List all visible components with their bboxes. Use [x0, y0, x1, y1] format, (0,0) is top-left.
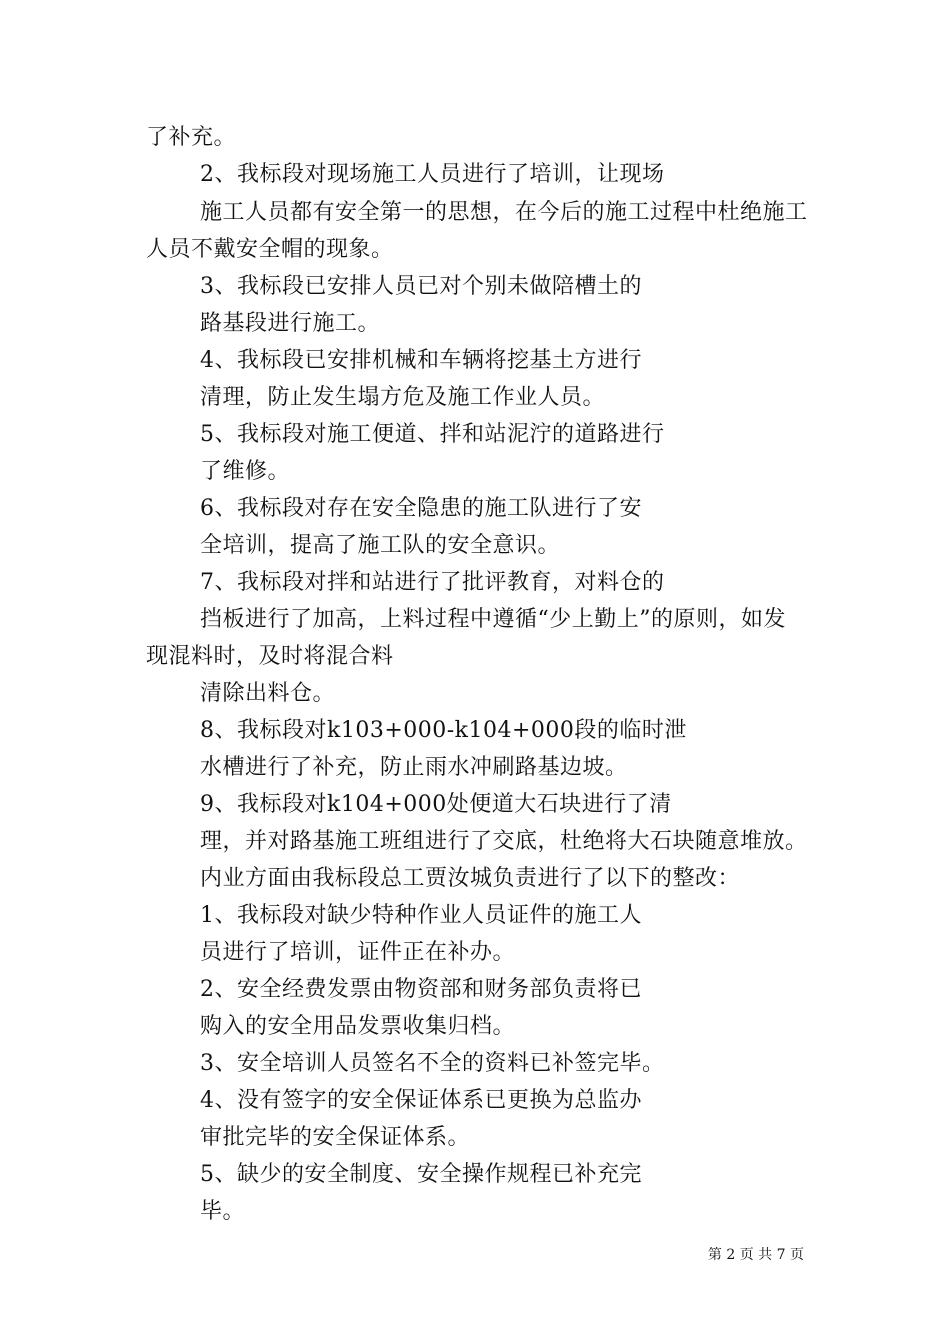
text-line: 毕。: [200, 1199, 246, 1224]
text-line: 内业方面由我标段总工贾汝城负责进行了以下的整改：: [200, 866, 741, 891]
text-line: 了补充。: [146, 125, 237, 150]
text-line: 施工人员都有安全第一的思想，在今后的施工过程中杜绝施工: [200, 200, 808, 225]
text-line: 全培训，提高了施工队的安全意识。: [200, 533, 561, 558]
text-line: 审批完毕的安全保证体系。: [200, 1125, 471, 1150]
text-line: 5、我标段对施工便道、拌和站泥泞的道路进行: [200, 422, 665, 447]
text-line: 3、安全培训人员签名不全的资料已补签完毕。: [200, 1051, 665, 1076]
text-line: 4、我标段已安排机械和车辆将挖基土方进行: [200, 348, 642, 373]
text-line: 5、缺少的安全制度、安全操作规程已补充完: [200, 1162, 642, 1187]
text-line: 7、我标段对拌和站进行了批评教育，对料仓的: [200, 570, 665, 595]
text-line: 购入的安全用品发票收集归档。: [200, 1014, 516, 1039]
text-line: 理，并对路基施工班组进行了交底，杜绝将大石块随意堆放。: [200, 829, 808, 854]
text-line: 人员不戴安全帽的现象。: [146, 237, 394, 262]
text-line: 3、我标段已安排人员已对个别未做陪槽土的: [200, 274, 642, 299]
text-line: 水槽进行了补充，防止雨水冲刷路基边坡。: [200, 755, 628, 780]
text-line: 挡板进行了加高，上料过程中遵循“少上勤上”的原则，如发: [200, 607, 786, 632]
text-line: 了维修。: [200, 459, 291, 484]
text-line: 员进行了培训，证件正在补办。: [200, 940, 516, 965]
text-line: 清理，防止发生塌方危及施工作业人员。: [200, 385, 606, 410]
text-line: 9、我标段对k104+000处便道大石块进行了清: [200, 792, 672, 817]
text-line: 现混料时，及时将混合料: [146, 644, 394, 669]
text-line: 1、我标段对缺少特种作业人员证件的施工人: [200, 903, 642, 928]
text-line: 8、我标段对k103+000-k104+000段的临时泄: [200, 718, 687, 743]
text-line: 4、没有签字的安全保证体系已更换为总监办: [200, 1088, 642, 1113]
page-number: 第 2 页 共 7 页: [707, 1247, 804, 1263]
text-line: 2、安全经费发票由物资部和财务部负责将已: [200, 977, 642, 1002]
text-line: 路基段进行施工。: [200, 311, 381, 336]
text-line: 2、我标段对现场施工人员进行了培训，让现场: [200, 162, 665, 187]
text-line: 清除出料仓。: [200, 681, 336, 706]
text-line: 6、我标段对存在安全隐患的施工队进行了安: [200, 496, 642, 521]
